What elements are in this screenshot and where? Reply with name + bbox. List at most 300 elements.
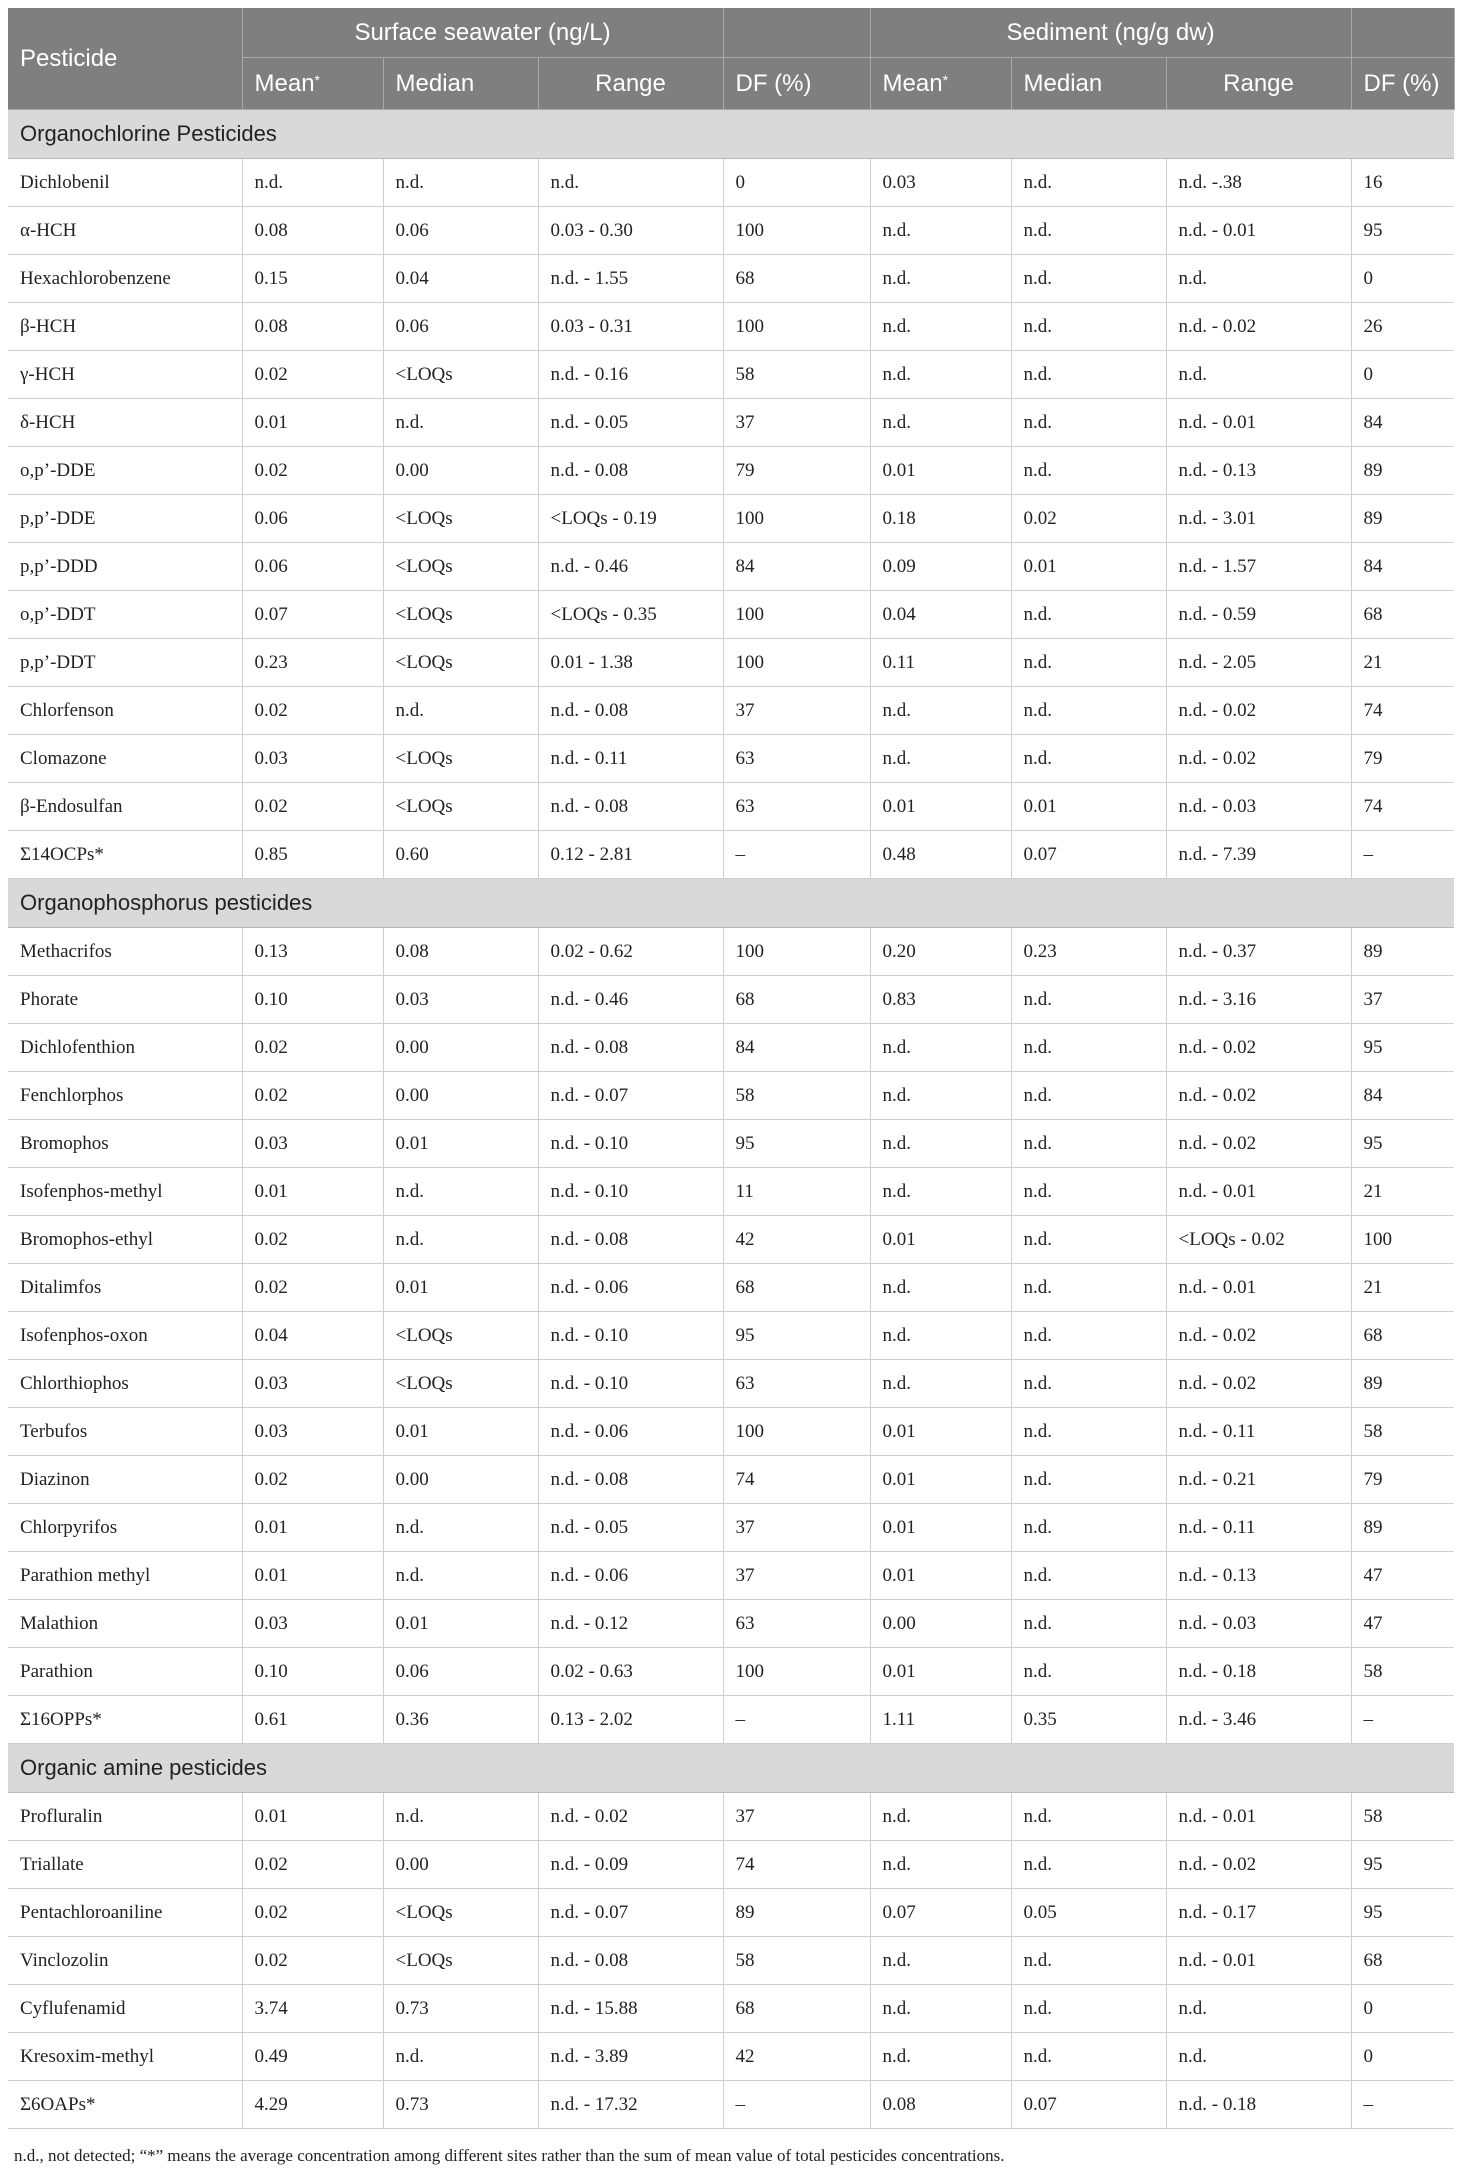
surface-median-cell: 0.00 bbox=[383, 1841, 538, 1889]
sediment-range-cell: n.d. bbox=[1166, 2033, 1351, 2081]
sediment-range-cell: n.d. - 0.01 bbox=[1166, 207, 1351, 255]
table-row bbox=[8, 928, 1454, 976]
sediment-df-cell: 89 bbox=[1351, 928, 1454, 976]
sediment-range-cell: n.d. - 3.46 bbox=[1166, 1696, 1351, 1744]
surface-df-cell: 100 bbox=[723, 1408, 870, 1456]
table-row bbox=[8, 1264, 1454, 1312]
sediment-median-cell: n.d. bbox=[1011, 1600, 1166, 1648]
sediment-mean-cell: 0.00 bbox=[870, 1600, 1011, 1648]
surface-df-cell: 37 bbox=[723, 1793, 870, 1841]
sediment-range-cell: n.d. - 3.01 bbox=[1166, 495, 1351, 543]
sediment-median-cell: 0.07 bbox=[1011, 831, 1166, 879]
surface-range-cell: 0.03 - 0.31 bbox=[538, 303, 723, 351]
surface-df-cell: 100 bbox=[723, 639, 870, 687]
surface-median-cell: 0.73 bbox=[383, 1985, 538, 2033]
table-row bbox=[8, 783, 1454, 831]
sediment-df-cell: 89 bbox=[1351, 1360, 1454, 1408]
sediment-median-cell: n.d. bbox=[1011, 1456, 1166, 1504]
sediment-median-cell: n.d. bbox=[1011, 1793, 1166, 1841]
sediment-median-cell: n.d. bbox=[1011, 1408, 1166, 1456]
table-row bbox=[8, 591, 1454, 639]
sediment-mean-cell: 0.01 bbox=[870, 1504, 1011, 1552]
surface-median-cell: <LOQs bbox=[383, 639, 538, 687]
sediment-median-cell: n.d. bbox=[1011, 207, 1166, 255]
pesticide-name-cell: Bromophos bbox=[8, 1120, 242, 1168]
surface-mean-cell: 0.01 bbox=[242, 1168, 383, 1216]
surface-median-cell: n.d. bbox=[383, 1793, 538, 1841]
header-surface-mean bbox=[242, 58, 383, 110]
section-header-row bbox=[8, 1744, 1454, 1793]
surface-df-cell: 11 bbox=[723, 1168, 870, 1216]
section-header-row bbox=[8, 110, 1454, 159]
pesticide-name-cell: Isofenphos-oxon bbox=[8, 1312, 242, 1360]
sediment-df-cell: 58 bbox=[1351, 1793, 1454, 1841]
surface-median-cell: <LOQs bbox=[383, 735, 538, 783]
surface-range-cell: 0.01 - 1.38 bbox=[538, 639, 723, 687]
sediment-median-cell: 0.05 bbox=[1011, 1889, 1166, 1937]
surface-median-cell: 0.01 bbox=[383, 1120, 538, 1168]
pesticide-name-cell: Profluralin bbox=[8, 1793, 242, 1841]
table-row bbox=[8, 399, 1454, 447]
sediment-range-cell: n.d. - 0.13 bbox=[1166, 1552, 1351, 1600]
sediment-mean-cell: 0.09 bbox=[870, 543, 1011, 591]
surface-df-cell: 79 bbox=[723, 447, 870, 495]
surface-mean-cell: 0.61 bbox=[242, 1696, 383, 1744]
sediment-df-cell: 95 bbox=[1351, 1841, 1454, 1889]
surface-mean-cell: n.d. bbox=[242, 159, 383, 207]
surface-df-cell: 100 bbox=[723, 495, 870, 543]
pesticide-name-cell: Parathion methyl bbox=[8, 1552, 242, 1600]
table-row bbox=[8, 1696, 1454, 1744]
surface-range-cell: n.d. - 0.08 bbox=[538, 1937, 723, 1985]
surface-median-cell: 0.00 bbox=[383, 1456, 538, 1504]
surface-range-cell: n.d. - 0.12 bbox=[538, 1600, 723, 1648]
surface-range-cell: n.d. - 0.46 bbox=[538, 543, 723, 591]
surface-mean-cell: 0.02 bbox=[242, 687, 383, 735]
sediment-range-cell: n.d. - 0.01 bbox=[1166, 1793, 1351, 1841]
sediment-df-cell: 79 bbox=[1351, 1456, 1454, 1504]
sediment-df-cell: 95 bbox=[1351, 1120, 1454, 1168]
table-row bbox=[8, 1600, 1454, 1648]
surface-mean-cell: 0.08 bbox=[242, 303, 383, 351]
surface-range-cell: n.d. - 15.88 bbox=[538, 1985, 723, 2033]
table-row bbox=[8, 831, 1454, 879]
sediment-median-cell: n.d. bbox=[1011, 159, 1166, 207]
pesticide-name-cell: Cyflufenamid bbox=[8, 1985, 242, 2033]
sediment-range-cell: n.d. - 0.02 bbox=[1166, 1360, 1351, 1408]
table-row bbox=[8, 1937, 1454, 1985]
surface-mean-cell: 0.03 bbox=[242, 735, 383, 783]
surface-range-cell: 0.02 - 0.63 bbox=[538, 1648, 723, 1696]
surface-mean-cell: 0.01 bbox=[242, 399, 383, 447]
surface-df-cell: 68 bbox=[723, 255, 870, 303]
surface-df-cell: 58 bbox=[723, 1937, 870, 1985]
sediment-mean-cell: n.d. bbox=[870, 1120, 1011, 1168]
surface-df-cell: 63 bbox=[723, 1600, 870, 1648]
table-row bbox=[8, 1024, 1454, 1072]
surface-median-cell: n.d. bbox=[383, 159, 538, 207]
surface-mean-cell: 0.02 bbox=[242, 1216, 383, 1264]
sediment-range-cell: n.d. - 0.03 bbox=[1166, 1600, 1351, 1648]
sediment-range-cell: n.d. bbox=[1166, 351, 1351, 399]
surface-mean-cell: 0.85 bbox=[242, 831, 383, 879]
header-spacer-surface bbox=[723, 8, 870, 58]
header-surface-median: Median bbox=[383, 58, 538, 110]
sediment-range-cell: n.d. - 0.11 bbox=[1166, 1504, 1351, 1552]
table-row bbox=[8, 207, 1454, 255]
surface-median-cell: 0.06 bbox=[383, 1648, 538, 1696]
pesticide-name-cell: o,p’-DDT bbox=[8, 591, 242, 639]
sediment-median-cell: n.d. bbox=[1011, 687, 1166, 735]
table-row bbox=[8, 1168, 1454, 1216]
sediment-range-cell: n.d. - 0.17 bbox=[1166, 1889, 1351, 1937]
surface-mean-cell: 0.15 bbox=[242, 255, 383, 303]
sediment-mean-cell: 0.11 bbox=[870, 639, 1011, 687]
header-surface-df: DF (%) bbox=[723, 58, 870, 110]
pesticide-name-cell: o,p’-DDE bbox=[8, 447, 242, 495]
table-row bbox=[8, 1072, 1454, 1120]
sediment-mean-cell: n.d. bbox=[870, 1024, 1011, 1072]
sediment-median-cell: n.d. bbox=[1011, 1024, 1166, 1072]
pesticide-name-cell: p,p’-DDT bbox=[8, 639, 242, 687]
pesticide-name-cell: Fenchlorphos bbox=[8, 1072, 242, 1120]
pesticide-name-cell: Terbufos bbox=[8, 1408, 242, 1456]
table-row bbox=[8, 639, 1454, 687]
table-footnote: n.d., not detected; “*” means the average concentration among different sites rather than the sum of mean value of total pesticides concentrations. bbox=[14, 2146, 1005, 2165]
pesticide-name-cell: α-HCH bbox=[8, 207, 242, 255]
sediment-median-cell: n.d. bbox=[1011, 255, 1166, 303]
surface-df-cell: 100 bbox=[723, 591, 870, 639]
surface-df-cell: 58 bbox=[723, 1072, 870, 1120]
surface-mean-cell: 0.01 bbox=[242, 1793, 383, 1841]
sediment-mean-cell: 0.03 bbox=[870, 159, 1011, 207]
surface-df-cell: 42 bbox=[723, 2033, 870, 2081]
table-row bbox=[8, 255, 1454, 303]
surface-median-cell: n.d. bbox=[383, 2033, 538, 2081]
pesticide-name-cell: β-HCH bbox=[8, 303, 242, 351]
surface-median-cell: 0.73 bbox=[383, 2081, 538, 2129]
surface-mean-cell: 0.03 bbox=[242, 1408, 383, 1456]
sediment-mean-cell: n.d. bbox=[870, 255, 1011, 303]
sediment-median-cell: n.d. bbox=[1011, 1312, 1166, 1360]
sediment-mean-cell: n.d. bbox=[870, 1264, 1011, 1312]
sediment-df-cell: 47 bbox=[1351, 1600, 1454, 1648]
surface-range-cell: n.d. - 0.08 bbox=[538, 783, 723, 831]
surface-range-cell: n.d. bbox=[538, 159, 723, 207]
surface-range-cell: n.d. - 0.07 bbox=[538, 1889, 723, 1937]
sediment-mean-cell: 1.11 bbox=[870, 1696, 1011, 1744]
sediment-mean-cell: 0.01 bbox=[870, 1552, 1011, 1600]
header-surface-mean-mark: * bbox=[314, 71, 320, 88]
surface-range-cell: n.d. - 0.05 bbox=[538, 399, 723, 447]
pesticide-name-cell: Methacrifos bbox=[8, 928, 242, 976]
sediment-df-cell: 0 bbox=[1351, 255, 1454, 303]
surface-median-cell: n.d. bbox=[383, 1168, 538, 1216]
sediment-mean-cell: 0.04 bbox=[870, 591, 1011, 639]
sediment-median-cell: n.d. bbox=[1011, 1937, 1166, 1985]
sediment-range-cell: n.d. - 0.18 bbox=[1166, 1648, 1351, 1696]
pesticide-name-cell: Dichlobenil bbox=[8, 159, 242, 207]
surface-df-cell: – bbox=[723, 1696, 870, 1744]
sediment-mean-cell: n.d. bbox=[870, 1841, 1011, 1889]
surface-df-cell: 95 bbox=[723, 1312, 870, 1360]
surface-range-cell: 0.12 - 2.81 bbox=[538, 831, 723, 879]
pesticide-name-cell: Σ16OPPs* bbox=[8, 1696, 242, 1744]
pesticide-table-container bbox=[8, 8, 1454, 2129]
sediment-median-cell: 0.01 bbox=[1011, 783, 1166, 831]
surface-median-cell: 0.04 bbox=[383, 255, 538, 303]
sediment-df-cell: 0 bbox=[1351, 351, 1454, 399]
surface-median-cell: <LOQs bbox=[383, 351, 538, 399]
sediment-range-cell: n.d. - 0.18 bbox=[1166, 2081, 1351, 2129]
sediment-df-cell: 74 bbox=[1351, 687, 1454, 735]
sediment-mean-cell: n.d. bbox=[870, 1937, 1011, 1985]
sediment-df-cell: 95 bbox=[1351, 1024, 1454, 1072]
surface-df-cell: 0 bbox=[723, 159, 870, 207]
sediment-median-cell: n.d. bbox=[1011, 1552, 1166, 1600]
surface-median-cell: 0.60 bbox=[383, 831, 538, 879]
sediment-median-cell: n.d. bbox=[1011, 303, 1166, 351]
surface-mean-cell: 0.06 bbox=[242, 543, 383, 591]
surface-range-cell: n.d. - 0.46 bbox=[538, 976, 723, 1024]
sediment-mean-cell: n.d. bbox=[870, 207, 1011, 255]
sediment-range-cell: n.d. - 0.01 bbox=[1166, 1937, 1351, 1985]
surface-df-cell: 37 bbox=[723, 1552, 870, 1600]
surface-median-cell: 0.01 bbox=[383, 1408, 538, 1456]
table-row bbox=[8, 1793, 1454, 1841]
surface-range-cell: n.d. - 0.02 bbox=[538, 1793, 723, 1841]
sediment-df-cell: 95 bbox=[1351, 1889, 1454, 1937]
sediment-df-cell: 21 bbox=[1351, 639, 1454, 687]
surface-range-cell: n.d. - 0.06 bbox=[538, 1408, 723, 1456]
sediment-mean-cell: 0.01 bbox=[870, 1456, 1011, 1504]
sediment-median-cell: n.d. bbox=[1011, 2033, 1166, 2081]
surface-mean-cell: 0.02 bbox=[242, 351, 383, 399]
sediment-mean-cell: n.d. bbox=[870, 399, 1011, 447]
table-row bbox=[8, 1889, 1454, 1937]
surface-mean-cell: 0.13 bbox=[242, 928, 383, 976]
pesticide-name-cell: Ditalimfos bbox=[8, 1264, 242, 1312]
pesticide-name-cell: Kresoxim-methyl bbox=[8, 2033, 242, 2081]
pesticide-name-cell: Malathion bbox=[8, 1600, 242, 1648]
surface-mean-cell: 0.08 bbox=[242, 207, 383, 255]
sediment-median-cell: n.d. bbox=[1011, 1360, 1166, 1408]
sediment-range-cell: n.d. - 0.02 bbox=[1166, 303, 1351, 351]
sediment-df-cell: 47 bbox=[1351, 1552, 1454, 1600]
surface-mean-cell: 0.04 bbox=[242, 1312, 383, 1360]
surface-median-cell: 0.01 bbox=[383, 1600, 538, 1648]
surface-median-cell: 0.01 bbox=[383, 1264, 538, 1312]
sediment-range-cell: n.d. - 0.02 bbox=[1166, 1841, 1351, 1889]
surface-median-cell: 0.08 bbox=[383, 928, 538, 976]
sediment-mean-cell: n.d. bbox=[870, 687, 1011, 735]
table-row bbox=[8, 2033, 1454, 2081]
sediment-median-cell: 0.01 bbox=[1011, 543, 1166, 591]
sediment-df-cell: 95 bbox=[1351, 207, 1454, 255]
sediment-range-cell: n.d. -.38 bbox=[1166, 159, 1351, 207]
surface-median-cell: 0.06 bbox=[383, 207, 538, 255]
surface-range-cell: <LOQs - 0.19 bbox=[538, 495, 723, 543]
surface-range-cell: n.d. - 0.08 bbox=[538, 1024, 723, 1072]
surface-df-cell: 95 bbox=[723, 1120, 870, 1168]
pesticide-name-cell: Clomazone bbox=[8, 735, 242, 783]
sediment-mean-cell: 0.07 bbox=[870, 1889, 1011, 1937]
sediment-df-cell: 100 bbox=[1351, 1216, 1454, 1264]
sediment-median-cell: n.d. bbox=[1011, 976, 1166, 1024]
surface-mean-cell: 0.02 bbox=[242, 1841, 383, 1889]
sediment-df-cell: 89 bbox=[1351, 447, 1454, 495]
surface-median-cell: 0.36 bbox=[383, 1696, 538, 1744]
sediment-median-cell: n.d. bbox=[1011, 639, 1166, 687]
table-row bbox=[8, 1456, 1454, 1504]
pesticide-name-cell: Σ14OCPs* bbox=[8, 831, 242, 879]
surface-range-cell: n.d. - 0.08 bbox=[538, 447, 723, 495]
surface-df-cell: 100 bbox=[723, 928, 870, 976]
surface-mean-cell: 0.49 bbox=[242, 2033, 383, 2081]
sediment-df-cell: 0 bbox=[1351, 1985, 1454, 2033]
surface-mean-cell: 0.03 bbox=[242, 1120, 383, 1168]
pesticide-name-cell: Pentachloroaniline bbox=[8, 1889, 242, 1937]
sediment-median-cell: 0.07 bbox=[1011, 2081, 1166, 2129]
sediment-range-cell: n.d. - 0.37 bbox=[1166, 928, 1351, 976]
table-row bbox=[8, 447, 1454, 495]
surface-range-cell: n.d. - 0.11 bbox=[538, 735, 723, 783]
surface-median-cell: 0.00 bbox=[383, 1024, 538, 1072]
sediment-median-cell: n.d. bbox=[1011, 1120, 1166, 1168]
sediment-df-cell: 68 bbox=[1351, 591, 1454, 639]
sediment-median-cell: n.d. bbox=[1011, 351, 1166, 399]
surface-df-cell: 58 bbox=[723, 351, 870, 399]
sediment-mean-cell: n.d. bbox=[870, 351, 1011, 399]
table-row bbox=[8, 351, 1454, 399]
sediment-range-cell: n.d. - 0.02 bbox=[1166, 1024, 1351, 1072]
surface-median-cell: <LOQs bbox=[383, 543, 538, 591]
surface-range-cell: n.d. - 0.16 bbox=[538, 351, 723, 399]
surface-median-cell: n.d. bbox=[383, 399, 538, 447]
pesticide-table bbox=[8, 8, 1455, 2129]
pesticide-name-cell: Parathion bbox=[8, 1648, 242, 1696]
surface-mean-cell: 0.07 bbox=[242, 591, 383, 639]
header-sediment-mean-label: Mean bbox=[882, 69, 943, 97]
surface-mean-cell: 0.02 bbox=[242, 1937, 383, 1985]
sediment-range-cell: n.d. - 0.01 bbox=[1166, 1264, 1351, 1312]
surface-range-cell: n.d. - 3.89 bbox=[538, 2033, 723, 2081]
surface-range-cell: 0.13 - 2.02 bbox=[538, 1696, 723, 1744]
pesticide-name-cell: Hexachlorobenzene bbox=[8, 255, 242, 303]
header-sediment-median: Median bbox=[1011, 58, 1166, 110]
sediment-range-cell: n.d. - 7.39 bbox=[1166, 831, 1351, 879]
header-surface-seawater: Surface seawater (ng/L) bbox=[242, 8, 723, 58]
surface-mean-cell: 0.03 bbox=[242, 1600, 383, 1648]
header-pesticide: Pesticide bbox=[8, 8, 242, 110]
surface-mean-cell: 0.02 bbox=[242, 1072, 383, 1120]
surface-df-cell: – bbox=[723, 831, 870, 879]
pesticide-name-cell: Chlorthiophos bbox=[8, 1360, 242, 1408]
sediment-mean-cell: n.d. bbox=[870, 735, 1011, 783]
surface-df-cell: 37 bbox=[723, 1504, 870, 1552]
surface-mean-cell: 0.01 bbox=[242, 1552, 383, 1600]
surface-median-cell: 0.00 bbox=[383, 1072, 538, 1120]
surface-range-cell: n.d. - 17.32 bbox=[538, 2081, 723, 2129]
sediment-median-cell: 0.23 bbox=[1011, 928, 1166, 976]
sediment-range-cell: n.d. - 0.02 bbox=[1166, 1312, 1351, 1360]
section-header-row bbox=[8, 879, 1454, 928]
sediment-df-cell: – bbox=[1351, 831, 1454, 879]
sediment-range-cell: n.d. bbox=[1166, 255, 1351, 303]
sediment-mean-cell: 0.01 bbox=[870, 1216, 1011, 1264]
table-row bbox=[8, 495, 1454, 543]
sediment-range-cell: n.d. - 0.03 bbox=[1166, 783, 1351, 831]
sediment-mean-cell: 0.01 bbox=[870, 447, 1011, 495]
pesticide-name-cell: Dichlofenthion bbox=[8, 1024, 242, 1072]
surface-df-cell: 37 bbox=[723, 687, 870, 735]
surface-range-cell: <LOQs - 0.35 bbox=[538, 591, 723, 639]
sediment-df-cell: 37 bbox=[1351, 976, 1454, 1024]
sediment-median-cell: n.d. bbox=[1011, 591, 1166, 639]
sediment-median-cell: n.d. bbox=[1011, 1648, 1166, 1696]
pesticide-name-cell: Chlorpyrifos bbox=[8, 1504, 242, 1552]
header-surface-range: Range bbox=[538, 58, 723, 110]
table-row bbox=[8, 2081, 1454, 2129]
sediment-range-cell: n.d. - 2.05 bbox=[1166, 639, 1351, 687]
surface-range-cell: n.d. - 0.05 bbox=[538, 1504, 723, 1552]
pesticide-name-cell: Triallate bbox=[8, 1841, 242, 1889]
header-surface-mean-label: Mean bbox=[254, 69, 315, 97]
sediment-mean-cell: n.d. bbox=[870, 1793, 1011, 1841]
surface-range-cell: n.d. - 0.06 bbox=[538, 1552, 723, 1600]
surface-df-cell: 68 bbox=[723, 1264, 870, 1312]
sediment-mean-cell: n.d. bbox=[870, 2033, 1011, 2081]
surface-median-cell: <LOQs bbox=[383, 1312, 538, 1360]
pesticide-name-cell: Phorate bbox=[8, 976, 242, 1024]
surface-df-cell: 74 bbox=[723, 1456, 870, 1504]
table-row bbox=[8, 1504, 1454, 1552]
table-row bbox=[8, 1408, 1454, 1456]
sediment-df-cell: 74 bbox=[1351, 783, 1454, 831]
surface-median-cell: <LOQs bbox=[383, 495, 538, 543]
surface-mean-cell: 4.29 bbox=[242, 2081, 383, 2129]
surface-median-cell: <LOQs bbox=[383, 1937, 538, 1985]
table-row bbox=[8, 159, 1454, 207]
pesticide-name-cell: Chlorfenson bbox=[8, 687, 242, 735]
surface-mean-cell: 0.03 bbox=[242, 1360, 383, 1408]
table-row bbox=[8, 1552, 1454, 1600]
surface-mean-cell: 0.01 bbox=[242, 1504, 383, 1552]
surface-df-cell: 100 bbox=[723, 1648, 870, 1696]
sediment-range-cell: n.d. - 1.57 bbox=[1166, 543, 1351, 591]
surface-df-cell: 63 bbox=[723, 735, 870, 783]
header-sediment-range: Range bbox=[1166, 58, 1351, 110]
table-row bbox=[8, 303, 1454, 351]
header-sediment-mean-mark: * bbox=[942, 71, 949, 88]
sediment-range-cell: n.d. - 0.59 bbox=[1166, 591, 1351, 639]
pesticide-name-cell: β-Endosulfan bbox=[8, 783, 242, 831]
table-row bbox=[8, 1360, 1454, 1408]
pesticide-name-cell: Vinclozolin bbox=[8, 1937, 242, 1985]
sediment-median-cell: n.d. bbox=[1011, 447, 1166, 495]
surface-mean-cell: 0.02 bbox=[242, 1264, 383, 1312]
surface-range-cell: n.d. - 0.06 bbox=[538, 1264, 723, 1312]
sediment-median-cell: 0.02 bbox=[1011, 495, 1166, 543]
sediment-mean-cell: n.d. bbox=[870, 1985, 1011, 2033]
sediment-range-cell: n.d. - 0.02 bbox=[1166, 687, 1351, 735]
surface-mean-cell: 0.10 bbox=[242, 976, 383, 1024]
sediment-df-cell: 68 bbox=[1351, 1312, 1454, 1360]
pesticide-name-cell: p,p’-DDD bbox=[8, 543, 242, 591]
surface-df-cell: 100 bbox=[723, 303, 870, 351]
sediment-range-cell: n.d. bbox=[1166, 1985, 1351, 2033]
sediment-df-cell: 58 bbox=[1351, 1648, 1454, 1696]
